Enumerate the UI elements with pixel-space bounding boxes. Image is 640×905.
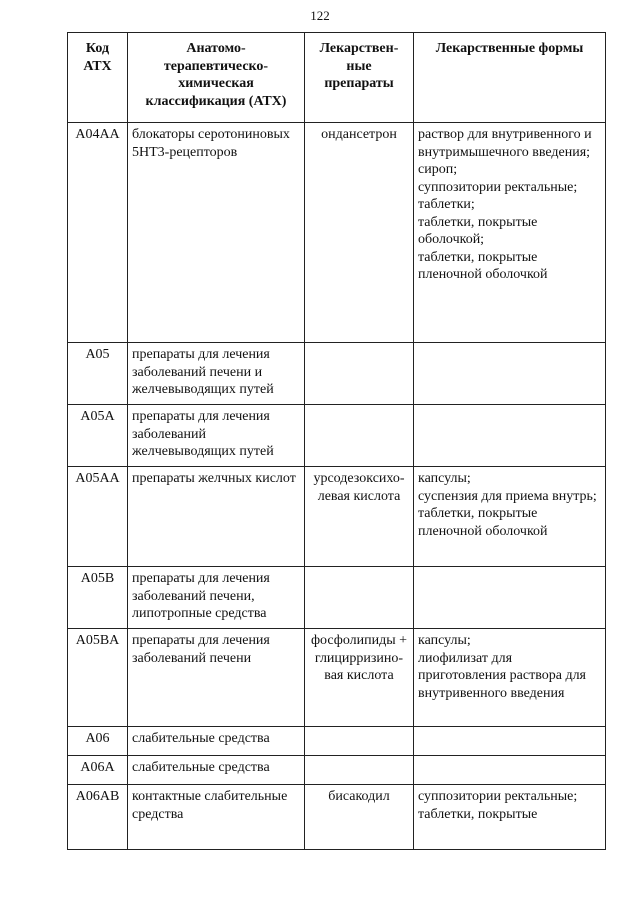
drug-cell <box>305 567 414 629</box>
table-row <box>68 343 606 405</box>
form-item: суспензия для приема внутрь; <box>418 488 597 504</box>
forms-cell <box>414 629 606 727</box>
drug-cell: ондансетрон <box>305 123 414 343</box>
forms-cell <box>414 405 606 467</box>
forms-cell <box>414 756 606 785</box>
form-item: таблетки, покрытые <box>418 806 538 822</box>
classification-cell: контактные слабительные средства <box>128 785 305 850</box>
classification-cell: препараты для лечения заболеваний желчевыводящих путей <box>128 405 305 467</box>
atx-code-cell: A05AA <box>68 467 128 567</box>
classification-cell: препараты для лечения заболеваний печени, липотропные средства <box>128 567 305 629</box>
table-row <box>68 756 606 785</box>
classification-cell: слабительные средства <box>128 756 305 785</box>
atx-code-cell: A04AA <box>68 123 128 343</box>
atx-code-cell: A05A <box>68 405 128 467</box>
table-row <box>68 567 606 629</box>
header-drugs: Лекарствен-ные препараты <box>305 33 414 123</box>
form-item: капсулы; <box>418 471 471 486</box>
table-row <box>68 405 606 467</box>
table-row <box>68 467 606 567</box>
atx-code-cell: A06A <box>68 756 128 785</box>
form-item: раствор для внутривенного и внутримышечного введения; <box>418 127 592 160</box>
form-item: таблетки, покрытые пленочной оболочкой <box>418 506 548 539</box>
classification-cell: препараты для лечения заболеваний печени <box>128 629 305 727</box>
drug-cell: бисакодил <box>305 785 414 850</box>
forms-cell <box>414 467 606 567</box>
atx-code-cell: A05 <box>68 343 128 405</box>
classification-cell: слабительные средства <box>128 727 305 756</box>
form-item: сироп; <box>418 162 458 177</box>
forms-cell <box>414 785 606 850</box>
form-item: таблетки; <box>418 197 475 212</box>
forms-cell <box>414 567 606 629</box>
drug-cell <box>305 343 414 405</box>
header-classification: Анатомо-терапевтическо-химическая классификация (АТХ) <box>128 33 305 123</box>
forms-cell <box>414 727 606 756</box>
drug-cell <box>305 405 414 467</box>
atx-code-cell: A06AB <box>68 785 128 850</box>
drug-cell <box>305 727 414 756</box>
form-item: суппозитории ректальные; <box>418 179 578 195</box>
form-item: таблетки, покрытые оболочкой; <box>418 214 538 247</box>
forms-cell <box>414 123 606 343</box>
form-item: таблетки, покрытые пленочной оболочкой <box>418 249 548 282</box>
header-forms: Лекарственные формы <box>414 33 606 123</box>
atx-code-cell: A06 <box>68 727 128 756</box>
table-header-row <box>68 33 606 123</box>
header-code: Код АТХ <box>68 33 128 123</box>
drug-cell: фосфолипиды + глицирризино-вая кислота <box>305 629 414 727</box>
classification-cell: препараты желчных кислот <box>128 467 305 567</box>
drug-cell <box>305 756 414 785</box>
table-row <box>68 123 606 343</box>
drug-cell: урсодезоксихо-левая кислота <box>305 467 414 567</box>
form-item: капсулы; <box>418 633 471 648</box>
table-row <box>68 727 606 756</box>
atx-code-cell: A05BA <box>68 629 128 727</box>
atx-classification-table <box>67 32 606 850</box>
table-row <box>68 629 606 727</box>
form-item: суппозитории ректальные; <box>418 789 578 804</box>
page-number: 122 <box>310 8 330 23</box>
table-row <box>68 785 606 850</box>
classification-cell: препараты для лечения заболеваний печени и желчевыводящих путей <box>128 343 305 405</box>
forms-cell <box>414 343 606 405</box>
classification-cell: блокаторы серотониновых 5HT3-рецепторов <box>128 123 305 343</box>
form-item: лиофилизат для приготовления раствора для внутривенного введения <box>418 650 586 701</box>
atx-code-cell: A05B <box>68 567 128 629</box>
